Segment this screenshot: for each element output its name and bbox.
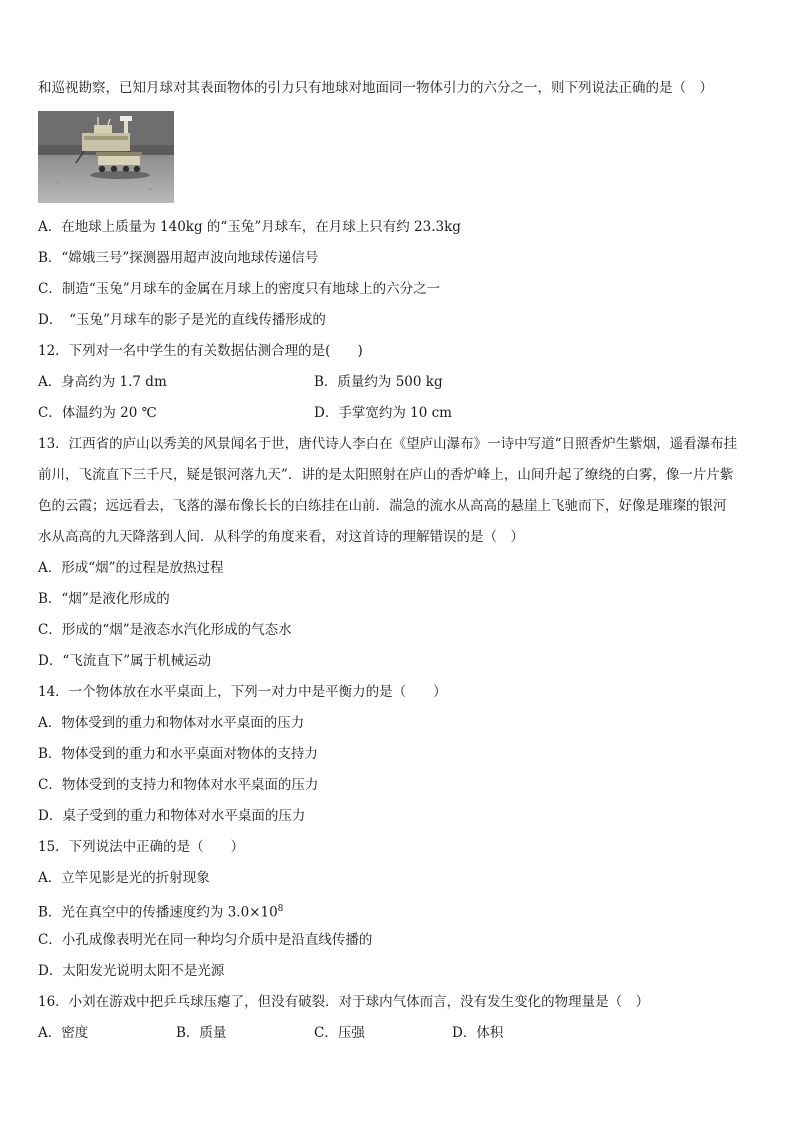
q13-stem-line-3: 色的云霞；远远看去，飞落的瀑布像长长的白练挂在山前．湍急的流水从高高的悬崖上飞驰而下，好像是璀璨的银河	[38, 498, 727, 514]
exam-page	[38, 78, 758, 1054]
q13-stem-line-1: 13．江西省的庐山以秀美的风景闻名于世，唐代诗人李白在《望庐山瀑布》一诗中写道“日照香炉生紫烟，遥看瀑布挂	[38, 436, 738, 452]
q12-option-d: D．手掌宽约为 10 cm	[314, 405, 452, 421]
q15-option-c: C．小孔成像表明光在同一种均匀介质中是沿直线传播的	[38, 932, 373, 948]
rover-illustration	[38, 111, 174, 203]
q13-stem-line-2: 前川，飞流直下三千尺，疑是银河落九天”．讲的是太阳照射在庐山的香炉峰上，山间升起了缭绕的白雾，像一片片紫	[38, 467, 734, 483]
q16-option-a: A．密度	[38, 1025, 89, 1041]
q16-options-row	[38, 1023, 758, 1054]
q15-option-b-exponent: 8	[277, 904, 284, 914]
q14-option-d: D．桌子受到的重力和物体对水平桌面的压力	[38, 808, 306, 824]
q14-stem: 14．一个物体放在水平桌面上，下列一对力中是平衡力的是（ ）	[38, 684, 447, 700]
lunar-rover-photo	[38, 111, 174, 203]
q12-option-c: C．体温约为 20 ℃	[38, 405, 157, 421]
q11-option-d: D． “玉兔”月球车的影子是光的直线传播形成的	[38, 312, 326, 328]
q16-stem: 16．小刘在游戏中把乒乓球压瘪了，但没有破裂．对于球内气体而言，没有发生变化的物理量是（ ）	[38, 994, 650, 1010]
q14-option-c: C．物体受到的支持力和物体对水平桌面的压力	[38, 777, 319, 793]
q12-option-a: A．身高约为 1.7 dm	[38, 374, 167, 390]
q15-option-d: D．太阳发光说明太阳不是光源	[38, 963, 225, 979]
q13-option-d: D．“飞流直下”属于机械运动	[38, 653, 212, 669]
q16-option-d: D．体积	[452, 1025, 504, 1041]
q12-stem: 12．下列对一名中学生的有关数据估测合理的是( )	[38, 343, 363, 359]
q15-stem: 15．下列说法中正确的是（ ）	[38, 839, 245, 855]
q12-options-row-2	[38, 403, 758, 434]
q13-option-c: C．形成的“烟”是液态水汽化形成的气态水	[38, 622, 292, 638]
q11-option-c: C．制造“玉兔”月球车的金属在月球上的密度只有地球上的六分之一	[38, 281, 441, 297]
q12-option-b: B．质量约为 500 kg	[314, 374, 443, 390]
q16-option-c: C．压强	[314, 1025, 365, 1041]
q13-stem-line-4: 水从高高的九天降落到人间．从科学的角度来看，对这首诗的理解错误的是（ ）	[38, 529, 524, 545]
q14-option-a: A．物体受到的重力和物体对水平桌面的压力	[38, 715, 305, 731]
q13-option-a: A．形成“烟”的过程是放热过程	[38, 560, 224, 576]
q11-option-b: B．“嫦娥三号”探测器用超声波向地球传递信号	[38, 250, 319, 266]
q11-stem: 和巡视勘察，已知月球对其表面物体的引力只有地球对地面同一物体引力的六分之一，则下列说法正确的是（ ）	[38, 80, 713, 96]
q16-option-b: B．质量	[176, 1025, 227, 1041]
q15-option-b	[38, 899, 758, 930]
q15-option-a: A．立竿见影是光的折射现象	[38, 870, 210, 886]
q13-option-b: B．“烟”是液化形成的	[38, 591, 170, 607]
q11-option-a: A．在地球上质量为 140kg 的“玉兔”月球车，在月球上只有约 23.3kg	[38, 219, 461, 235]
q12-options-row-1	[38, 372, 758, 403]
q15-option-b-text: B．光在真空中的传播速度约为 3.0×10	[38, 904, 278, 921]
q14-option-b: B．物体受到的重力和水平桌面对物体的支持力	[38, 746, 318, 762]
